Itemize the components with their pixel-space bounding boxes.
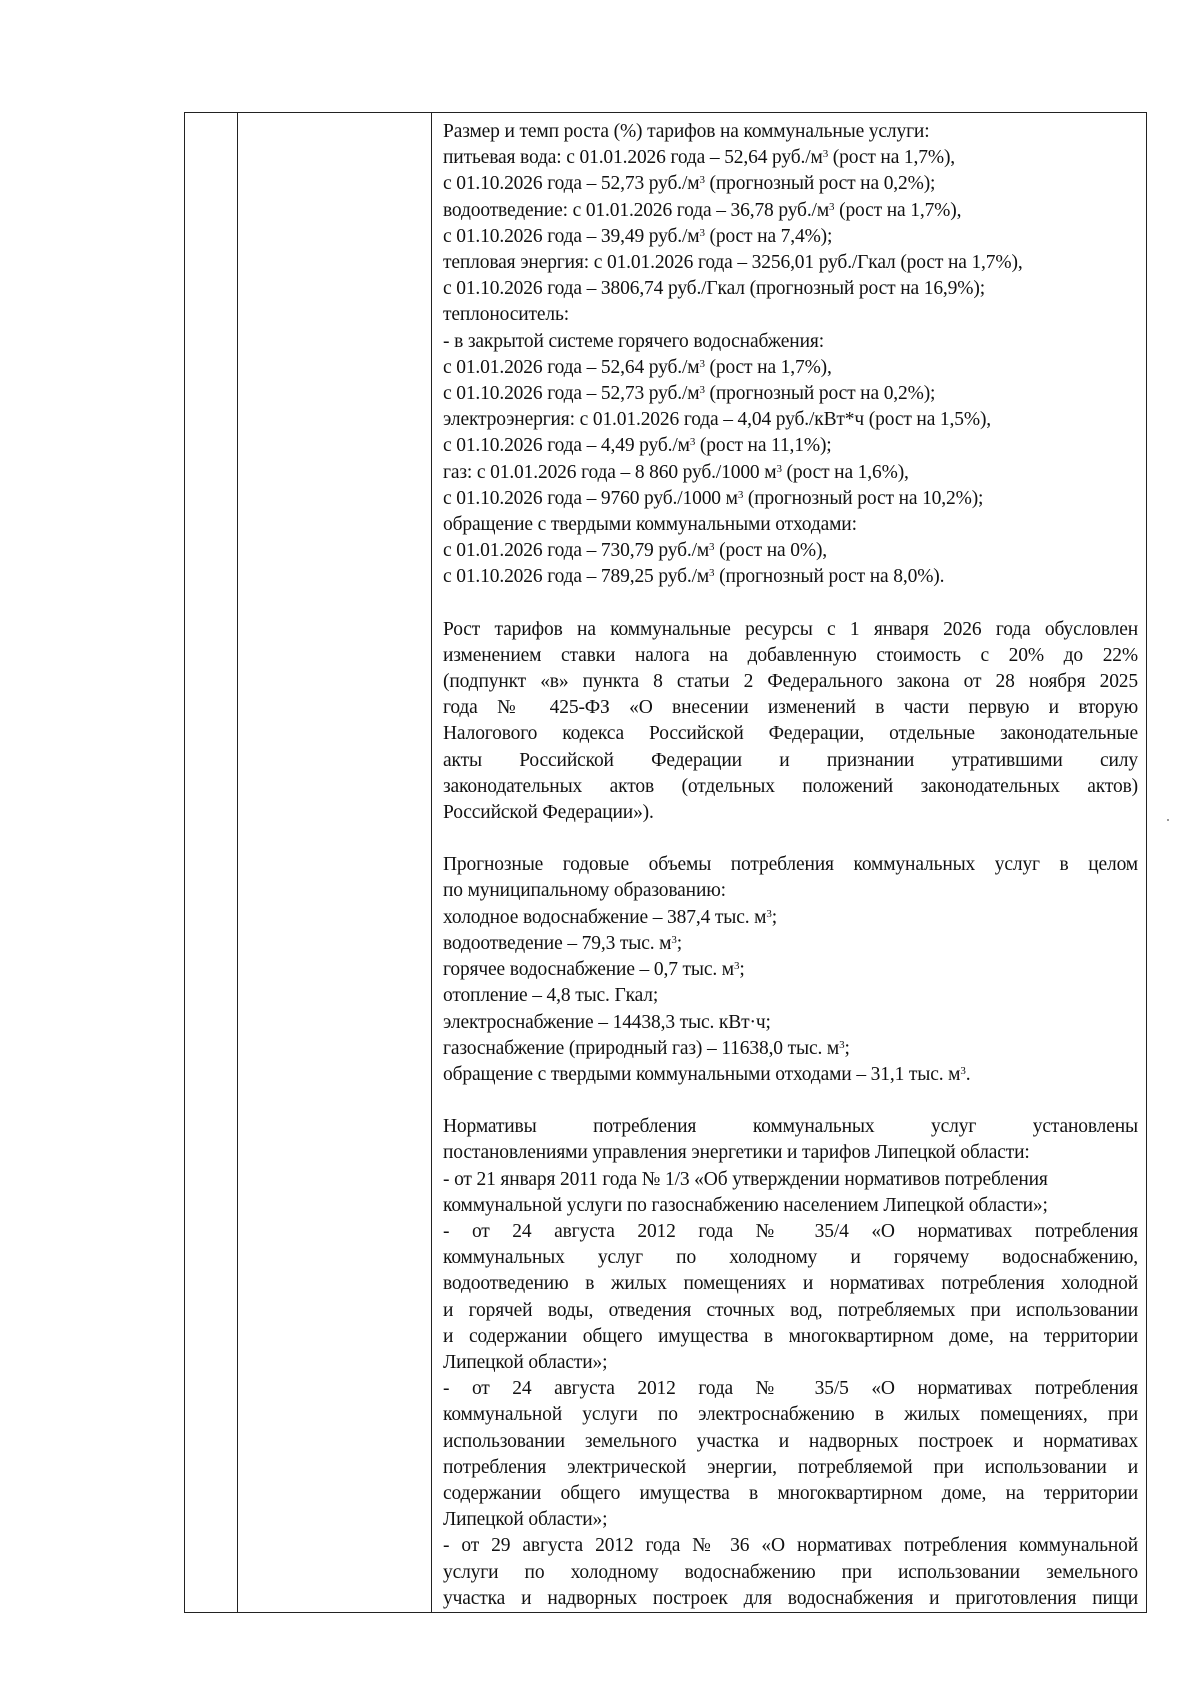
superscript: 3 — [766, 907, 772, 920]
norms-line: участка и надворных построек для водоснабжения и приготовления пищи — [443, 1587, 1138, 1609]
superscript: 3 — [737, 488, 744, 501]
tariff-line — [443, 512, 1138, 538]
volume-line — [443, 905, 1138, 931]
tariff-line-text: с 01.10.2026 года – 3806,74 руб./Гкал (прогнозный рост на 16,9%); — [443, 278, 985, 300]
volume-line-suffix: ; — [844, 1037, 850, 1059]
tariff-line — [443, 433, 1138, 459]
content-text — [443, 119, 1138, 1612]
spacer — [443, 826, 1138, 852]
vat-paragraph — [443, 617, 1138, 827]
tariffs-section — [443, 119, 1138, 591]
norms-line: - от 24 августа 2012 года № 35/4 «О нормативах потребления — [443, 1220, 1138, 1242]
superscript: 3 — [699, 174, 705, 187]
vat-line: изменением ставки налога на добавленную стоимость с 20% до 22% — [443, 644, 1138, 666]
norms-line: коммунальных услуг по холодному и горячему водоснабжению, — [443, 1247, 1138, 1269]
scan-speck — [1167, 819, 1169, 821]
tariff-lines — [443, 145, 1138, 590]
norms-line: водоотведению в жилых помещениях и нормативах потребления холодной — [443, 1273, 1138, 1295]
superscript: 3 — [699, 357, 705, 370]
tariff-line — [443, 302, 1138, 328]
table-cell-name — [238, 113, 432, 1613]
norms-line: и горячей воды, отведения сточных вод, потребляемых при использовании — [443, 1299, 1138, 1321]
spacer — [443, 591, 1138, 617]
tariff-line-text: с 01.01.2026 года – 730,79 руб./м — [443, 540, 710, 562]
norms-line: коммунальной услуги по газоснабжению населением Липецкой области»; — [443, 1194, 1048, 1216]
tariff-line — [443, 355, 1138, 381]
tariff-line-suffix: (рост на 1,7%), — [704, 356, 832, 378]
volume-line — [443, 957, 1138, 983]
norms-line: постановлениями управления энергетики и тарифов Липецкой области: — [443, 1142, 1030, 1164]
volume-line-suffix: ; — [676, 932, 683, 954]
vat-line: Рост тарифов на коммунальные ресурсы с 1 января 2026 года обусловлен — [443, 618, 1138, 640]
tariff-line-suffix: (рост на 1,7%), — [828, 147, 956, 169]
superscript: 3 — [960, 1064, 966, 1077]
norms-line: использовании земельного участка и надворных построек и нормативах — [443, 1430, 1138, 1452]
tariff-line — [443, 564, 1138, 590]
tariff-line — [443, 224, 1138, 250]
norms-line: - от 24 августа 2012 года № 35/5 «О нормативах потребления — [443, 1378, 1138, 1400]
norms-line: потребления электрической энергии, потребляемой при использовании и — [443, 1456, 1138, 1478]
vat-line: Российской Федерации»). — [443, 802, 654, 824]
table-row — [185, 113, 1147, 1613]
volume-lines — [443, 905, 1138, 1088]
vat-line: акты Российской Федерации и признании утратившими силу — [443, 749, 1138, 771]
superscript: 3 — [709, 567, 715, 580]
volume-line-text: горячее водоснабжение – 0,7 тыс. м — [443, 959, 734, 981]
volume-line — [443, 1010, 1138, 1036]
superscript: 3 — [734, 960, 740, 973]
tariff-line-suffix: (прогнозный рост на 0,2%); — [704, 173, 936, 195]
tariff-line-text: с 01.10.2026 года – 39,49 руб./м — [443, 225, 700, 247]
volume-line-suffix: ; — [739, 959, 745, 981]
vat-line: года № 425-ФЗ «О внесении изменений в части первую и вторую — [443, 697, 1138, 719]
superscript: 3 — [829, 200, 835, 213]
tariff-line-text: с 01.10.2026 года – 52,73 руб./м — [443, 383, 700, 405]
tariff-line-text: обращение с твердыми коммунальными отходами: — [443, 514, 857, 536]
tariff-line — [443, 145, 1138, 171]
norms-line: и содержании общего имущества в многоквартирном доме, на территории — [443, 1325, 1138, 1347]
tariff-line-text: с 01.10.2026 года – 789,25 руб./м — [443, 566, 710, 588]
vat-line: Налогового кодекса Российской Федерации, отдельные законодательные — [443, 723, 1138, 745]
volume-line — [443, 1062, 1138, 1088]
vat-line: законодательных актов (отдельных положений законодательных актов) — [443, 775, 1138, 797]
volume-line-text: водоотведение – 79,3 тыс. м — [443, 932, 672, 954]
tariff-line-text: с 01.10.2026 года – 52,73 руб./м — [443, 173, 700, 195]
tariff-line-text: теплоноситель: — [443, 304, 569, 326]
volume-line-text: холодное водоснабжение – 387,4 тыс. м — [443, 906, 767, 928]
volume-line-text: электроснабжение – 14438,3 тыс. кВт·ч; — [443, 1011, 771, 1033]
table-cell-content — [432, 113, 1147, 1613]
tariff-line — [443, 381, 1138, 407]
superscript: 3 — [689, 436, 696, 449]
norms-section — [443, 1114, 1138, 1612]
tariff-line-text: электроэнергия: с 01.01.2026 года – 4,04 руб./кВт*ч (рост на 1,5%), — [443, 409, 992, 431]
norms-line: услуги по холодному водоснабжению при использовании земельного — [443, 1561, 1138, 1583]
tariff-line — [443, 486, 1138, 512]
tariff-line-text: с 01.10.2026 года – 4,49 руб./м — [443, 435, 690, 457]
norms-line: - от 21 января 2011 года № 1/3 «Об утверждении нормативов потребления — [443, 1168, 1048, 1190]
tariff-line — [443, 250, 1138, 276]
norms-line: - от 29 августа 2012 года № 36 «О нормативах потребления коммунальной — [443, 1535, 1138, 1557]
volume-line-suffix: . — [965, 1063, 971, 1085]
tariff-line-suffix: (рост на 7,4%); — [704, 225, 833, 247]
document-table — [184, 112, 1147, 1613]
tariff-line-text: тепловая энергия: с 01.01.2026 года – 3256,01 руб./Гкал (рост на 1,7%), — [443, 252, 1023, 274]
tariff-line — [443, 198, 1138, 224]
volumes-intro — [443, 852, 1138, 904]
norms-line: Липецкой области»; — [443, 1351, 608, 1373]
superscript: 3 — [699, 383, 705, 396]
volume-line — [443, 1036, 1138, 1062]
volume-line-text: отопление – 4,8 тыс. Гкал; — [443, 985, 659, 1007]
tariff-line-suffix: (прогнозный рост на 0,2%); — [704, 383, 936, 405]
tariff-line — [443, 329, 1138, 355]
tariff-line — [443, 407, 1138, 433]
tariff-line-text: с 01.01.2026 года – 52,64 руб./м — [443, 356, 700, 378]
tariff-line — [443, 171, 1138, 197]
norms-line: Нормативы потребления коммунальных услуг установлены — [443, 1116, 1138, 1138]
superscript: 3 — [699, 226, 705, 239]
volume-line-suffix: ; — [771, 906, 778, 928]
volume-line — [443, 983, 1138, 1009]
volume-line-text: обращение с твердыми коммунальными отходами – 31,1 тыс. м — [443, 1063, 961, 1085]
tariff-line — [443, 460, 1138, 486]
volumes-intro-line: по муниципальному образованию: — [443, 880, 726, 902]
table-cell-number — [185, 113, 238, 1613]
tariff-line-text: газ: с 01.01.2026 года – 8 860 руб./1000 м — [443, 461, 777, 483]
vat-line: (подпункт «в» пункта 8 статьи 2 Федерального закона от 28 ноября 2025 — [443, 671, 1138, 693]
tariff-line — [443, 538, 1138, 564]
tariff-line-suffix: (рост на 0%), — [714, 540, 828, 562]
superscript: 3 — [671, 933, 677, 946]
tariff-line-suffix: (рост на 1,6%), — [781, 461, 909, 483]
norms-line: коммунальной услуги по электроснабжению в жилых помещениях, при — [443, 1404, 1138, 1426]
tariff-line-suffix: (рост на 1,7%), — [834, 199, 962, 221]
tariffs-title: Размер и темп роста (%) тарифов на коммунальные услуги: — [443, 121, 930, 142]
superscript: 3 — [709, 541, 715, 554]
spacer — [443, 1088, 1138, 1114]
volume-line — [443, 931, 1138, 957]
volumes-intro-line: Прогнозные годовые объемы потребления коммунальных услуг в целом — [443, 854, 1138, 876]
tariff-line-suffix: (рост на 11,1%); — [695, 435, 832, 457]
tariff-line-text: водоотведение: с 01.01.2026 года – 36,78 руб./м — [443, 199, 830, 221]
tariff-line-suffix: (прогнозный рост на 10,2%); — [743, 487, 984, 509]
tariff-line — [443, 276, 1138, 302]
superscript: 3 — [839, 1038, 845, 1051]
norms-line: Липецкой области»; — [443, 1509, 608, 1531]
superscript: 3 — [776, 462, 782, 475]
tariff-line-text: с 01.10.2026 года – 9760 руб./1000 м — [443, 487, 738, 509]
superscript: 3 — [822, 148, 829, 161]
tariff-line-suffix: (прогнозный рост на 8,0%). — [714, 566, 945, 588]
tariff-line-text: - в закрытой системе горячего водоснабжения: — [443, 330, 824, 352]
volume-line-text: газоснабжение (природный газ) – 11638,0 тыс. м — [443, 1037, 840, 1059]
norms-line: содержании общего имущества в многоквартирном доме, на территории — [443, 1482, 1138, 1504]
tariff-line-text: питьевая вода: с 01.01.2026 года – 52,64 руб./м — [443, 147, 823, 169]
volumes-section — [443, 852, 1138, 1088]
